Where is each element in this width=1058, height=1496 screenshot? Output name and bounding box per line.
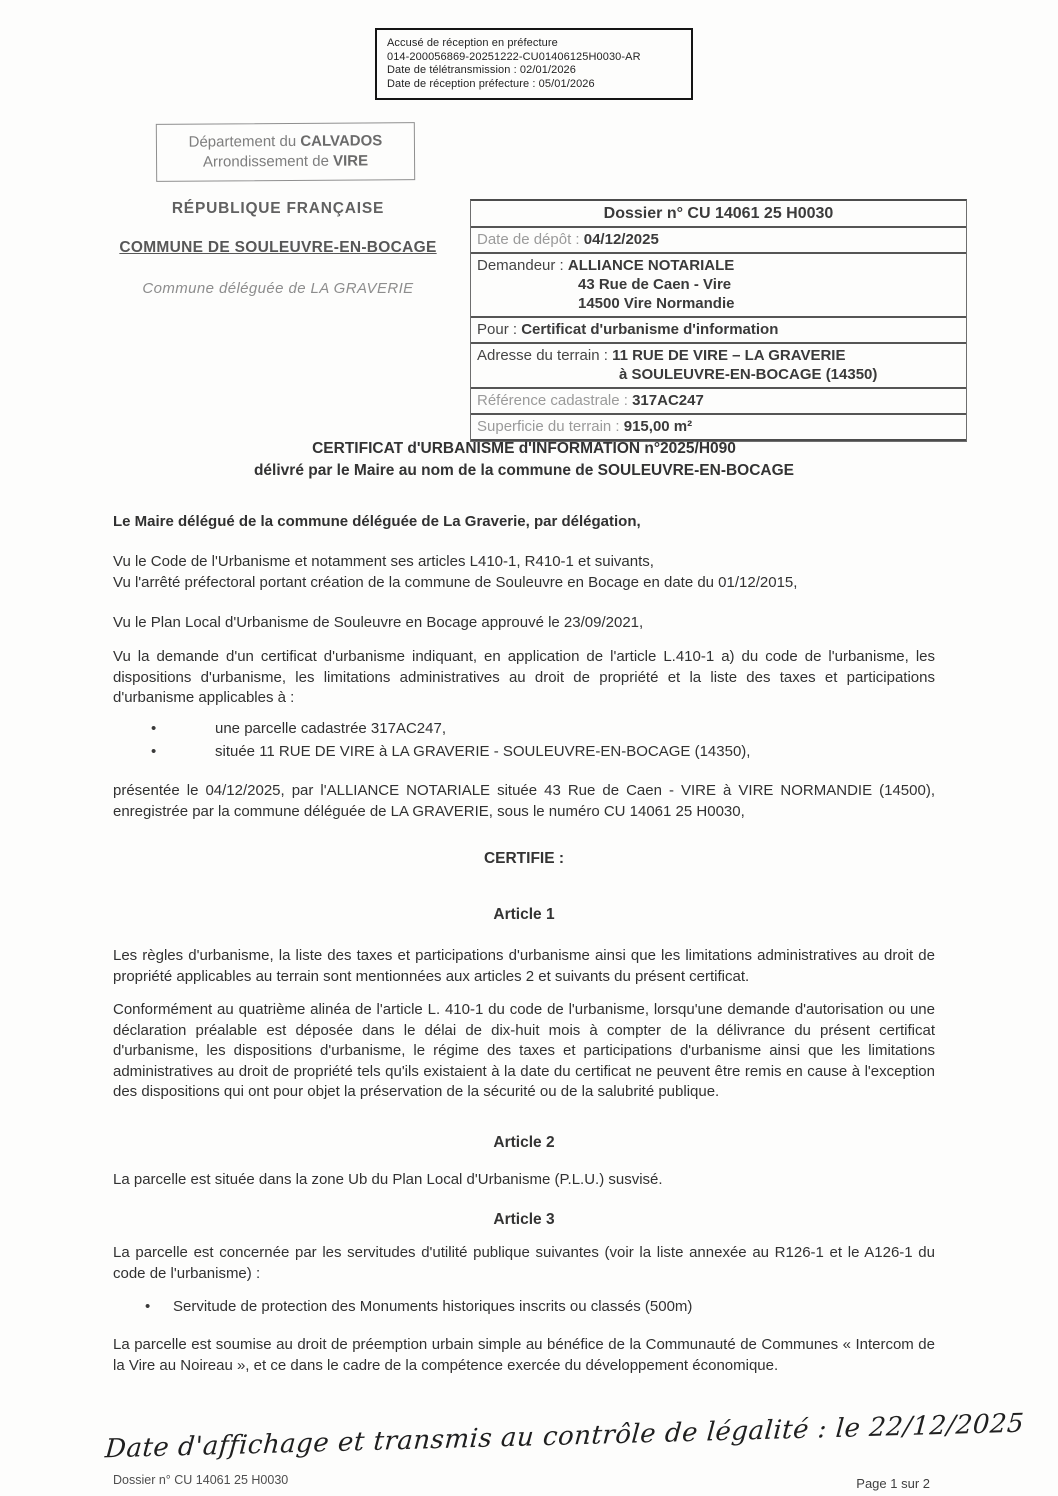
- demandeur-line1: [477, 256, 960, 275]
- certificate-title: [113, 438, 935, 482]
- certificate-title-line1: CERTIFICAT d'URBANISME d'INFORMATION n°2025/H090: [312, 440, 736, 457]
- article3-heading: Article 3: [493, 1211, 555, 1228]
- parcel-bullet-list: [113, 719, 935, 762]
- footer-dossier-reference: Dossier n° CU 14061 25 H0030: [113, 1473, 289, 1487]
- depot-label: Date de dépôt :: [477, 231, 580, 248]
- dossier-row-adresse: [471, 344, 966, 389]
- vu-arrete-prefectoral: Vu l'arrêté préfectoral portant création de la commune de Souleuvre en Bocage en date du 01/12/2015,: [113, 573, 798, 591]
- prefecture-receipt-box: [375, 28, 693, 100]
- department-box: [156, 122, 415, 182]
- dossier-table: [470, 199, 967, 442]
- paragraph-intro: Le Maire délégué de la commune déléguée de La Graverie, par délégation,: [113, 513, 641, 530]
- dossier-row-pour: [471, 318, 966, 344]
- vu-demande: Vu la demande d'un certificat d'urbanisme indiquant, en application de l'article L.410-1 a) du code de l'urbanisme, les dispositions d'urbanisme, les limitations administratives au droit de propriété et la liste des taxes et participations d'urbanisme applicables à :: [113, 648, 935, 706]
- bullet-adresse-text: située 11 RUE DE VIRE à LA GRAVERIE - SOULEUVRE-EN-BOCAGE (14350),: [215, 742, 751, 760]
- paragraph-vu-1-2: [113, 552, 935, 593]
- article1-paragraph2: Conformément au quatrième alinéa de l'article L. 410-1 du code de l'urbanisme, lorsqu'une demande d'autorisation ou une déclaration préalable est déposée dans le délai de dix-huit mois à compter de la délivrance du présent certificat d'urbanisme, les dispositions d'urbanisme, le régime des taxes et participations d'urbanisme ainsi que les limitations administratives au droit de propriété tels qu'ils existaient à la date du certificat ne peuvent être remis en cause à l'exception des dispositions qui ont pour objet la préservation de la sécurité ou de la salubrité publique.: [113, 1001, 935, 1100]
- servitude-bullet-list: [113, 1297, 935, 1318]
- department-line: [157, 131, 414, 153]
- superficie-label: Superficie du terrain :: [477, 418, 620, 435]
- adresse-label: Adresse du terrain :: [477, 347, 608, 364]
- commune-title: COMMUNE DE SOULEUVRE-EN-BOCAGE: [119, 239, 437, 256]
- bullet-servitude-text: Servitude de protection des Monuments historiques inscrits ou classés (500m): [173, 1298, 693, 1315]
- superficie-value: 915,00 m²: [623, 418, 693, 435]
- article1-heading: Article 1: [493, 906, 555, 923]
- reference-value: 317AC247: [632, 392, 704, 409]
- adresse-line1: [477, 346, 960, 365]
- dossier-row-reference: [471, 389, 966, 415]
- certifie-heading: CERTIFIE :: [483, 850, 565, 867]
- vu-plan-local: Vu le Plan Local d'Urbanisme de Souleuvre en Bocage approuvé le 23/09/2021,: [113, 614, 644, 631]
- bullet-item-parcelle: [113, 719, 935, 740]
- bullet-icon: •: [145, 1298, 151, 1315]
- receipt-line-1: Accusé de réception en préfecture: [387, 37, 558, 49]
- dossier-row-depot: [471, 228, 966, 254]
- reference-label: Référence cadastrale :: [477, 392, 628, 409]
- article2-heading: Article 2: [493, 1134, 555, 1151]
- arrondissement-label: Arrondissement de: [202, 152, 334, 171]
- arrondissement-value: VIRE: [333, 152, 369, 170]
- demandeur-value: ALLIANCE NOTARIALE: [567, 257, 735, 274]
- paragraph-presentee: présentée le 04/12/2025, par l'ALLIANCE NOTARIALE située 43 Rue de Caen - VIRE à VIRE NORMANDIE (14500), enregistrée par la commune déléguée de LA GRAVERIE, sous le numéro CU 14061 25 H0030,: [113, 782, 935, 820]
- article1-paragraph1: Les règles d'urbanisme, la liste des taxes et participations d'urbanisme ainsi que les limitations administratives au droit de propriété applicables au terrain sont mentionnées aux articles 2 et suivants du présent certificat.: [113, 947, 935, 985]
- receipt-line-3: Date de télétransmission : 02/01/2026: [387, 64, 576, 76]
- receipt-line-2: 014-200056869-20251222-CU01406125H0030-AR: [387, 50, 641, 63]
- department-value: CALVADOS: [300, 132, 383, 150]
- vu-code-urbanisme: Vu le Code de l'Urbanisme et notamment ses articles L410-1, R410-1 et suivants,: [113, 553, 654, 570]
- commune-deleguee-label: Commune déléguée de LA GRAVERIE: [142, 280, 414, 297]
- demandeur-address-line1: 43 Rue de Caen - Vire: [578, 276, 732, 293]
- footer-page-number: Page 1 sur 2: [856, 1476, 930, 1491]
- certificate-title-line2: délivré par le Maire au nom de la commune de SOULEUVRE-EN-BOCAGE: [253, 462, 795, 479]
- receipt-line-4: Date de réception préfecture : 05/01/2026: [387, 77, 595, 90]
- bullet-parcelle-text: une parcelle cadastrée 317AC247,: [215, 720, 446, 737]
- adresse-line2: à SOULEUVRE-EN-BOCAGE (14350): [619, 366, 878, 383]
- bullet-icon: •: [151, 720, 157, 737]
- pour-label: Pour :: [477, 321, 518, 338]
- article3-paragraph1: La parcelle est concernée par les servitudes d'utilité publique suivantes (voir la liste annexée au R126-1 et le A126-1 du code de l'urbanisme) :: [113, 1244, 935, 1282]
- demandeur-label: Demandeur :: [477, 257, 564, 274]
- republique-francaise-label: RÉPUBLIQUE FRANÇAISE: [171, 200, 385, 217]
- bullet-item-servitude: [113, 1297, 935, 1318]
- dossier-row-demandeur: [471, 254, 966, 318]
- demandeur-address-line2: 14500 Vire Normandie: [578, 295, 735, 312]
- department-label: Département du: [188, 132, 301, 151]
- article3-paragraph2: La parcelle est soumise au droit de préemption urbain simple au bénéfice de la Communauté de Communes « Intercom de la Vire au Noireau », et ce dans le cadre de la compétence exercée du développement économique.: [113, 1336, 935, 1374]
- arrondissement-line: [157, 151, 414, 173]
- adresse-value: 11 RUE DE VIRE – LA GRAVERIE: [612, 347, 846, 364]
- handwritten-legality-note: Date d'affichage et transmis au contrôle de légalité : le 22/12/2025: [103, 1408, 1026, 1465]
- dossier-number: Dossier n° CU 14061 25 H0030: [471, 201, 966, 228]
- bullet-icon: •: [151, 742, 157, 760]
- depot-value: 04/12/2025: [583, 231, 659, 248]
- article2-paragraph1: La parcelle est située dans la zone Ub du Plan Local d'Urbanisme (P.L.U.) susvisé.: [113, 1171, 663, 1188]
- bullet-item-adresse: [113, 742, 935, 763]
- pour-value: Certificat d'urbanisme d'information: [521, 321, 779, 338]
